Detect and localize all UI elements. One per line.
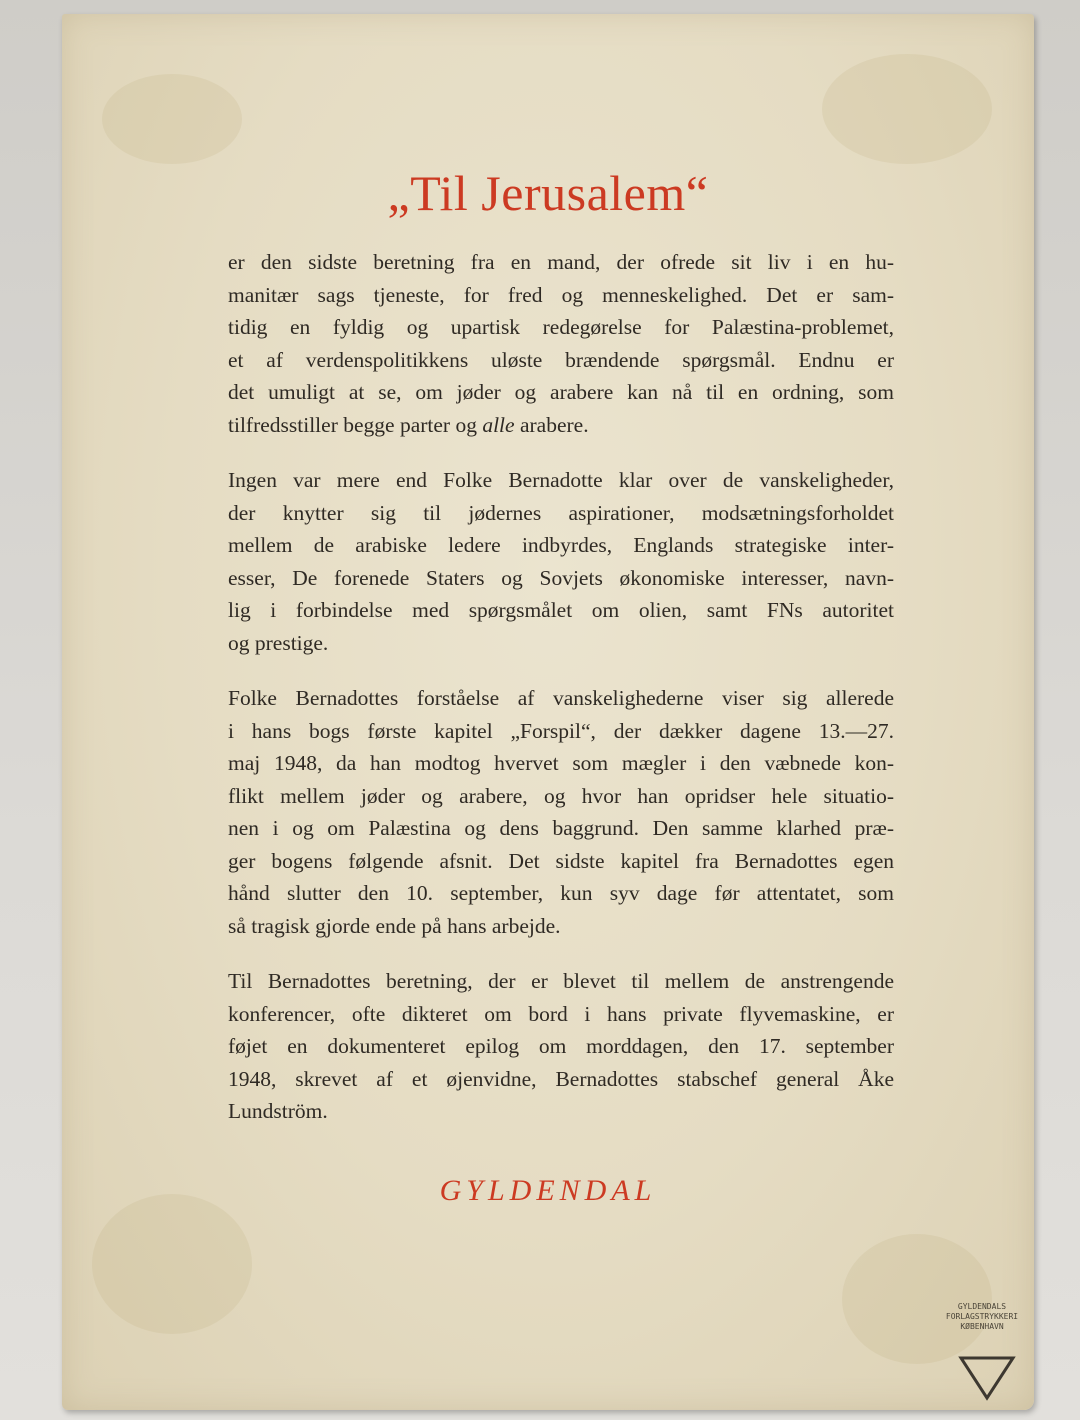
text-line: så tragisk gjorde ende på hans arbejde. (228, 913, 561, 938)
text-line: et af verdenspolitikkens uløste brændende spørgsmål. Endnu er (228, 347, 894, 372)
paper-stain (92, 1194, 252, 1334)
text-line: flikt mellem jøder og arabere, og hvor han opridser hele situatio- (228, 783, 894, 808)
paper-stain (102, 74, 242, 164)
text-line: nen i og om Palæstina og dens baggrund. Den samme klarhed præ- (228, 816, 894, 840)
text-line: Folke Bernadottes forståelse af vanskelighederne viser sig allerede (228, 686, 894, 710)
printer-imprint (927, 1302, 1037, 1332)
text-line: Ingen var mere end Folke Bernadotte klar over de vanskeligheder, (228, 468, 894, 492)
printer-line: KØBENHAVN (960, 1322, 1004, 1331)
text-segment: arabere. (514, 412, 589, 437)
text-line: esser, De forenede Staters og Sovjets økonomiske interesser, navn- (228, 565, 894, 590)
text-line: maj 1948, da han modtog hvervet som mægler i den væbnede kon- (228, 751, 894, 775)
text-line: manitær sags tjeneste, for fred og menneskelighed. Det er sam- (228, 282, 894, 307)
text-line (228, 409, 894, 442)
text-line: Til Bernadottes beretning, der er blevet til mellem de anstrengende (228, 969, 894, 993)
text-line: mellem de arabiske ledere indbyrdes, Englands strategiske inter- (228, 533, 894, 557)
blurb-paragraph-2 (228, 464, 894, 659)
text-line: lig i forbindelse med spørgsmålet om olien, samt FNs autoritet (228, 598, 894, 622)
text-line: 1948, skrevet af et øjenvidne, Bernadottes stabschef general Åke (228, 1066, 894, 1091)
text-line: i hans bogs første kapitel „Forspil“, der dækker dagene 13.—27. (228, 718, 894, 743)
text-line: tidig en fyldig og upartisk redegørelse for Palæstina-problemet, (228, 315, 894, 339)
text-line: der knytter sig til jødernes aspirationer, modsætningsforholdet (228, 500, 894, 525)
text-line: og prestige. (228, 630, 329, 655)
paper-stain (822, 54, 992, 164)
text-line: ger bogens følgende afsnit. Det sidste kapitel fra Bernadottes egen (228, 848, 894, 873)
text-line: føjet en dokumenteret epilog om morddagen, den 17. september (228, 1034, 894, 1058)
book-title: „Til Jerusalem“ (387, 165, 709, 221)
text-segment: tilfredsstiller begge parter og (228, 412, 483, 437)
publisher-name: GYLDENDAL (439, 1174, 657, 1207)
text-line: konferencer, ofte dikteret om bord i hans private flyvemaskine, er (228, 1001, 894, 1026)
blurb-paragraph-1 (228, 246, 894, 441)
emphasis-word: alle (482, 412, 515, 437)
triangle-mark-icon (957, 1352, 1017, 1404)
text-line: er den sidste beretning fra en mand, der ofrede sit liv i en hu- (228, 250, 894, 274)
paper-stain (842, 1234, 992, 1364)
blurb-paragraph-3 (228, 682, 894, 942)
blurb-text (228, 246, 894, 1151)
text-line: hånd slutter den 10. september, kun syv dage før attentatet, som (228, 881, 894, 905)
book-back-cover (62, 14, 1034, 1410)
text-line: det umuligt at se, om jøder og arabere kan nå til en ordning, som (228, 380, 894, 404)
text-line: Lundström. (228, 1099, 328, 1123)
printer-line: GYLDENDALS (957, 1302, 1007, 1311)
blurb-paragraph-4 (228, 965, 894, 1128)
printer-line: FORLAGSTRYKKERI (945, 1312, 1019, 1321)
